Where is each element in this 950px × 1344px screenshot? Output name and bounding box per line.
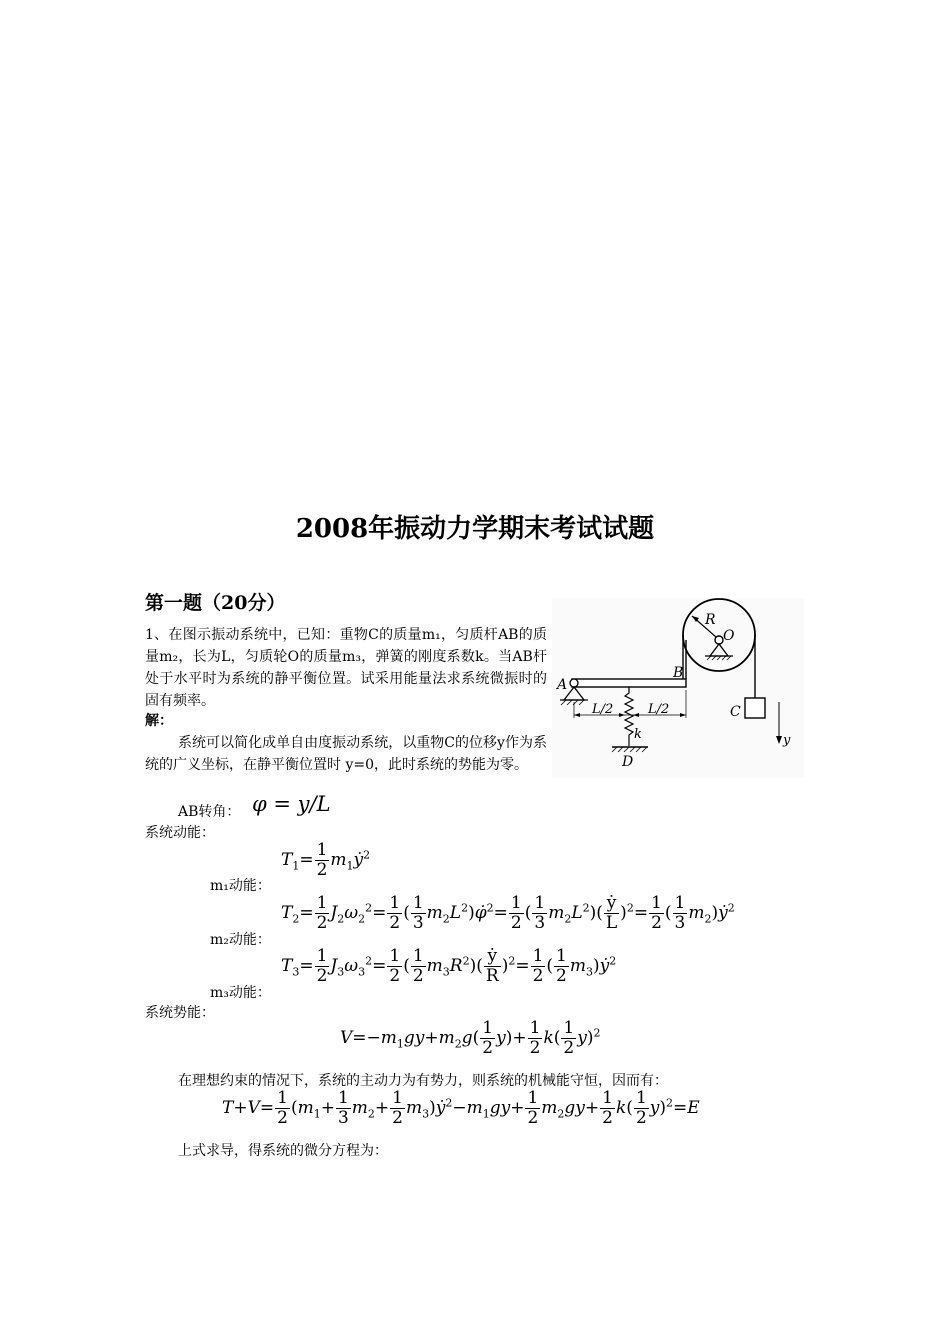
derive-text: 上式求导，得系统的微分方程为： xyxy=(178,1143,388,1159)
t2-formula: $T_2=$ $\frac{1}{2}$ $J_2\omega_2^2=$ $\frac{1}{2}$ ( $\frac{1}{3}$ $m_2L^2)\varphi̇^2=$ $\frac{1}{2}$ ( $\frac{1}{3}$ $m_2L^2$)( $\frac{\text{ẏ}}{L}$ )$^2$= $\frac{1}{2}$ ( $\frac{1}{3}$ $m_2)ẏ^2$ xyxy=(281,893,735,933)
m2-kinetic-label: m₂动能： xyxy=(210,932,271,948)
section-heading: 第一题（20分） xyxy=(145,592,286,614)
t1-formula: $T_1=$ $\frac{1}{2}$ $m_1ẏ^2$ xyxy=(281,840,371,880)
label-C: C xyxy=(730,704,741,720)
solution-label: 解： xyxy=(145,713,173,729)
label-half-left: L/2 xyxy=(592,702,614,717)
t3-formula: $T_3=$ $\frac{1}{2}$ $J_3\omega_3^2=$ $\frac{1}{2}$ ( $\frac{1}{2}$ $m_3R^2$)( $\frac{\text{ẏ}}{R}$ )$^2$= $\frac{1}{2}$ ( $\frac{1}{2}$ $m_3)ẏ^2$ xyxy=(281,946,617,986)
label-O: O xyxy=(723,628,735,644)
potential-energy-label: 系统势能： xyxy=(145,1005,215,1021)
page-title: 2008年振动力学期末考试试题 xyxy=(295,514,655,544)
mechanism-diagram xyxy=(552,598,804,778)
label-k: k xyxy=(634,727,642,742)
conservation-text: 在理想约束的情况下，系统的主动力为有势力，则系统的机械能守恒，因而有： xyxy=(178,1073,668,1089)
label-half-right: L/2 xyxy=(648,702,670,717)
label-A: A xyxy=(557,677,568,693)
bar-AB xyxy=(572,679,686,687)
ab-angle-label: AB转角： xyxy=(178,804,241,820)
label-R: R xyxy=(705,612,716,628)
energy-conservation-formula: T+V= $\frac{1}{2}$ ($m_1+$ $\frac{1}{3}$ $m_2+$ $\frac{1}{2}$ $m_3)ẏ^2-m_1gy+$ $\frac{1}{2}$ $m_2gy+$ $\frac{1}{2}$ k( $\frac{1}{2}$ y)$^2$=E xyxy=(222,1088,700,1128)
label-y: y xyxy=(783,733,791,748)
m3-kinetic-label: m₃动能： xyxy=(210,985,271,1001)
kinetic-energy-label: 系统动能： xyxy=(145,825,215,841)
label-B: B xyxy=(673,665,684,681)
block-C xyxy=(745,698,765,718)
mechanism-figure xyxy=(552,598,804,778)
solution-intro: 系统可以简化成单自由度振动系统，以重物C的位移y作为系统的广义坐标，在静平衡位置时 y=0，此时系统的势能为零。 xyxy=(145,735,547,773)
potential-formula: $V=-m_1gy+m_2g$( $\frac{1}{2}$ y)+ $\frac{1}{2}$ k( $\frac{1}{2}$ y)$^2$ xyxy=(340,1018,601,1058)
m1-kinetic-label: m₁动能： xyxy=(210,878,271,894)
problem-statement: 1、在图示振动系统中，已知：重物C的质量m₁，匀质杆AB的质量m₂，长为L，匀质轮O的质量m₃，弹簧的刚度系数k。当AB杆处于水平时为系统的静平衡位置。试采用能量法求系统微振时的固有频率。 xyxy=(145,627,547,709)
ab-angle-formula: φ = y/L xyxy=(252,792,331,816)
label-D: D xyxy=(622,754,634,770)
